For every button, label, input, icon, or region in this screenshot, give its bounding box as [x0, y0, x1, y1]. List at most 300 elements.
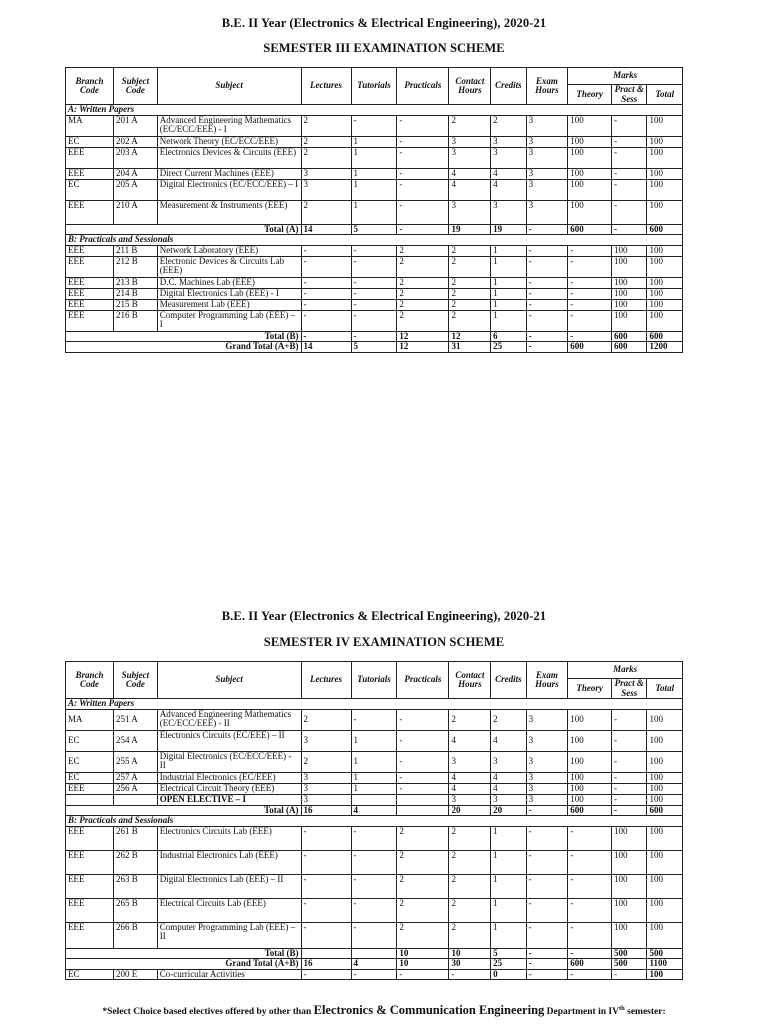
exam-cell: 3	[526, 783, 568, 794]
branch-code-cell: EEE	[66, 245, 114, 256]
branch-code-cell: EC	[66, 136, 114, 147]
lec-cell: -	[301, 277, 351, 288]
subject-cell: OPEN ELECTIVE – I	[157, 794, 301, 805]
contact-cell: 3	[449, 751, 491, 772]
section-total-label: Total (B)	[66, 948, 302, 959]
total-tut-cell	[351, 948, 397, 959]
theory-cell: 100	[568, 751, 612, 772]
marks-header: Marks	[568, 662, 683, 679]
subject-code-cell: 204 A	[113, 168, 157, 179]
subject-code-cell: 251 A	[113, 709, 157, 730]
subject-cell: Computer Programming Lab (EEE) – I	[157, 310, 301, 331]
branch-code-cell: EEE	[66, 826, 114, 850]
prac-cell: -	[397, 179, 449, 200]
pract-cell: 100	[612, 922, 647, 948]
grand-credits-cell: 25	[491, 342, 526, 353]
subject-code-cell: 213 B	[113, 277, 157, 288]
tut-cell: 1	[351, 179, 397, 200]
section-total-row	[66, 948, 683, 959]
total-theory-cell: -	[568, 331, 612, 342]
total-contact-cell: 19	[449, 224, 491, 235]
credits-cell: 1	[491, 922, 526, 948]
lec-cell: -	[301, 826, 351, 850]
exam-cell: 3	[526, 136, 568, 147]
lec-cell: -	[301, 874, 351, 898]
exam-cell: 3	[526, 709, 568, 730]
contact-cell: 4	[449, 168, 491, 179]
table-row	[66, 115, 683, 136]
total-prac-cell	[397, 805, 449, 816]
lectures-header: Lectures	[301, 662, 351, 699]
credits-cell: 0	[491, 969, 526, 980]
total-tut-cell: 5	[351, 224, 397, 235]
prac-cell: 2	[397, 898, 449, 922]
subject-cell: Advanced Engineering Mathematics (EC/ECC/EEE) - I	[157, 115, 301, 136]
subject-cell: D.C. Machines Lab (EEE)	[157, 277, 301, 288]
subject-code-cell: 263 B	[113, 874, 157, 898]
credits-cell: 1	[491, 898, 526, 922]
section-label: B: Practicals and Sessionals	[66, 235, 683, 246]
credits-cell: 1	[491, 826, 526, 850]
branch-code-cell: EC	[66, 751, 114, 772]
subject-cell: Industrial Electronics Lab (EEE)	[157, 850, 301, 874]
total-cell: 100	[647, 147, 683, 168]
contact-cell: 2	[449, 922, 491, 948]
pract-cell: 100	[612, 245, 647, 256]
tut-cell: -	[351, 245, 397, 256]
total-cell: 100	[647, 969, 683, 980]
credits-cell: 1	[491, 299, 526, 310]
pract-cell: -	[612, 136, 647, 147]
credits-cell: 1	[491, 288, 526, 299]
lec-cell: -	[301, 256, 351, 277]
subject-code-cell: 212 B	[113, 256, 157, 277]
total-total-cell: 600	[647, 331, 683, 342]
tut-cell: -	[351, 898, 397, 922]
branch-code-cell: MA	[66, 709, 114, 730]
prac-cell: 2	[397, 299, 449, 310]
section-row	[66, 105, 683, 116]
section-total-label: Total (A)	[66, 805, 302, 816]
branch-code-header: Branch Code	[66, 662, 114, 699]
branch-code-cell: EEE	[66, 898, 114, 922]
tut-cell: 1	[351, 730, 397, 751]
pract-cell: 100	[612, 256, 647, 277]
total-credits-cell: 6	[491, 331, 526, 342]
contact-cell: 2	[449, 874, 491, 898]
subject-code-header: Subject Code	[113, 662, 157, 699]
pract-cell: 100	[612, 288, 647, 299]
total-prac-cell: 12	[397, 331, 449, 342]
pract-cell: -	[612, 200, 647, 224]
exam-cell: -	[526, 277, 568, 288]
table-row	[66, 200, 683, 224]
subject-code-cell: 216 B	[113, 310, 157, 331]
tut-cell: 1	[351, 136, 397, 147]
footnote-department: Electronics & Communication Engineering	[313, 1003, 545, 1017]
subject-code-cell: 265 B	[113, 898, 157, 922]
tut-cell: -	[351, 299, 397, 310]
lec-cell: 2	[301, 709, 351, 730]
exam-cell: -	[526, 922, 568, 948]
credits-cell: 3	[491, 200, 526, 224]
credits-cell: 4	[491, 783, 526, 794]
elective-footnote	[0, 1003, 768, 1018]
theory-cell: 100	[568, 783, 612, 794]
total-theory-cell: 600	[568, 224, 612, 235]
branch-code-cell: EEE	[66, 200, 114, 224]
grand-total-cell: 1100	[647, 959, 683, 970]
grand-contact-cell: 31	[449, 342, 491, 353]
subject-code-cell: 261 B	[113, 826, 157, 850]
branch-code-cell: EEE	[66, 783, 114, 794]
exam-hours-header: Exam Hours	[526, 68, 568, 105]
contact-cell: 2	[449, 850, 491, 874]
pract-cell: -	[612, 179, 647, 200]
grand-tut-cell: 5	[351, 342, 397, 353]
pract-cell: 100	[612, 898, 647, 922]
subject-code-cell: 257 A	[113, 772, 157, 783]
subject-cell: Computer Programming Lab (EEE) – II	[157, 922, 301, 948]
lec-cell: 3	[301, 168, 351, 179]
contact-cell: -	[449, 969, 491, 980]
branch-code-cell: EEE	[66, 299, 114, 310]
table-row	[66, 783, 683, 794]
theory-cell: -	[568, 922, 612, 948]
branch-code-cell: EEE	[66, 922, 114, 948]
total-cell: 100	[647, 730, 683, 751]
header-row	[66, 662, 683, 679]
table-row	[66, 310, 683, 331]
branch-code-cell: EEE	[66, 147, 114, 168]
exam-cell: 3	[526, 730, 568, 751]
lec-cell: -	[301, 969, 351, 980]
subject-code-cell: 210 A	[113, 200, 157, 224]
credits-cell: 1	[491, 277, 526, 288]
subject-code-cell: 256 A	[113, 783, 157, 794]
total-cell: 100	[647, 751, 683, 772]
contact-cell: 3	[449, 136, 491, 147]
table-row	[66, 179, 683, 200]
contact-cell: 2	[449, 256, 491, 277]
branch-code-cell: EEE	[66, 850, 114, 874]
lec-cell: 2	[301, 115, 351, 136]
lec-cell: -	[301, 288, 351, 299]
table-row	[66, 898, 683, 922]
contact-hours-header: Contact Hours	[449, 68, 491, 105]
table-row	[66, 730, 683, 751]
footnote-sup: th	[618, 1004, 625, 1012]
prac-cell: 2	[397, 922, 449, 948]
table-row	[66, 794, 683, 805]
theory-header: Theory	[568, 679, 612, 699]
tut-cell: -	[351, 874, 397, 898]
subject-code-cell	[113, 794, 157, 805]
tut-cell: 1	[351, 200, 397, 224]
total-tut-cell: -	[351, 331, 397, 342]
pract-cell: 100	[612, 826, 647, 850]
theory-cell: -	[568, 874, 612, 898]
subject-cell: Network Laboratory (EEE)	[157, 245, 301, 256]
prac-cell: 2	[397, 310, 449, 331]
tut-cell: 1	[351, 783, 397, 794]
contact-cell: 2	[449, 709, 491, 730]
credits-cell: 1	[491, 310, 526, 331]
exam-cell: -	[526, 256, 568, 277]
lec-cell: 2	[301, 147, 351, 168]
subject-cell: Measurement Lab (EEE)	[157, 299, 301, 310]
grand-lec-cell: 16	[301, 959, 351, 970]
credits-cell: 4	[491, 730, 526, 751]
lec-cell: 3	[301, 783, 351, 794]
branch-code-header: Branch Code	[66, 68, 114, 105]
total-pract-cell: 600	[612, 331, 647, 342]
lec-cell: 3	[301, 794, 351, 805]
lec-cell: -	[301, 245, 351, 256]
prac-cell: -	[397, 730, 449, 751]
tut-cell: -	[351, 826, 397, 850]
subject-cell: Digital Electronics (EC/ECC/EEE) - II	[157, 751, 301, 772]
tut-cell: -	[351, 288, 397, 299]
total-cell: 100	[647, 245, 683, 256]
section-row	[66, 699, 683, 710]
subject-code-cell: 205 A	[113, 179, 157, 200]
prac-cell: -	[397, 783, 449, 794]
lec-cell: -	[301, 850, 351, 874]
grand-prac-cell: 10	[397, 959, 449, 970]
contact-cell: 3	[449, 794, 491, 805]
theory-cell: 100	[568, 115, 612, 136]
tut-cell: -	[351, 709, 397, 730]
table-row	[66, 147, 683, 168]
total-credits-cell: 20	[491, 805, 526, 816]
contact-cell: 2	[449, 898, 491, 922]
pract-cell: -	[612, 969, 647, 980]
grand-total-row	[66, 342, 683, 353]
exam-cell: 3	[526, 168, 568, 179]
theory-cell: -	[568, 826, 612, 850]
branch-code-cell: EEE	[66, 277, 114, 288]
tutorials-header: Tutorials	[351, 662, 397, 699]
footnote-prefix: *Select Choice based electives offered by other than	[102, 1007, 312, 1017]
header-row	[66, 68, 683, 85]
contact-cell: 4	[449, 772, 491, 783]
prac-cell: -	[397, 709, 449, 730]
branch-code-cell: EC	[66, 969, 114, 980]
exam-cell: -	[526, 850, 568, 874]
branch-code-cell: EEE	[66, 874, 114, 898]
branch-code-cell: EC	[66, 730, 114, 751]
grand-theory-cell: 600	[568, 959, 612, 970]
pract-cell: 100	[612, 299, 647, 310]
subject-cell: Electronics Circuits (EC/EEE) – II	[157, 730, 301, 751]
tut-cell: 1	[351, 772, 397, 783]
prac-cell	[397, 794, 449, 805]
subject-cell: Electrical Circuit Theory (EEE)	[157, 783, 301, 794]
branch-code-cell: MA	[66, 115, 114, 136]
total-cell: 100	[647, 136, 683, 147]
subject-header: Subject	[157, 662, 301, 699]
prac-cell: 2	[397, 850, 449, 874]
branch-code-cell	[66, 794, 114, 805]
pract-cell: 100	[612, 310, 647, 331]
pract-cell: -	[612, 147, 647, 168]
practicals-header: Practicals	[397, 662, 449, 699]
subject-code-cell: 266 B	[113, 922, 157, 948]
sem4-title: B.E. II Year (Electronics & Electrical Engineering), 2020-21	[221, 609, 547, 623]
subject-cell: Electronics Circuits Lab (EEE)	[157, 826, 301, 850]
total-total-cell: 600	[647, 224, 683, 235]
exam-cell: -	[526, 826, 568, 850]
prac-cell: 2	[397, 826, 449, 850]
pract-cell: -	[612, 168, 647, 179]
section-label: B: Practicals and Sessionals	[66, 816, 683, 827]
credits-cell: 1	[491, 850, 526, 874]
table-row	[66, 277, 683, 288]
pract-cell: 100	[612, 850, 647, 874]
pract-cell: -	[612, 751, 647, 772]
subject-cell: Electronics Devices & Circuits (EEE)	[157, 147, 301, 168]
table-row	[66, 751, 683, 772]
table-row	[66, 709, 683, 730]
total-cell: 100	[647, 115, 683, 136]
table-row	[66, 874, 683, 898]
section-row	[66, 816, 683, 827]
section-label: A: Written Papers	[66, 105, 683, 116]
theory-cell: -	[568, 288, 612, 299]
lec-cell: 3	[301, 772, 351, 783]
total-cell: 100	[647, 168, 683, 179]
pract-cell: 100	[612, 277, 647, 288]
exam-cell: -	[526, 245, 568, 256]
pract-cell: -	[612, 794, 647, 805]
lec-cell: 2	[301, 200, 351, 224]
contact-hours-header: Contact Hours	[449, 662, 491, 699]
contact-cell: 2	[449, 245, 491, 256]
total-credits-cell: 5	[491, 948, 526, 959]
lec-cell: 3	[301, 730, 351, 751]
footnote-middle: Department in IV	[546, 1007, 619, 1017]
theory-cell: 100	[568, 136, 612, 147]
pract-cell: -	[612, 772, 647, 783]
subject-code-cell: 202 A	[113, 136, 157, 147]
prac-cell: 2	[397, 874, 449, 898]
total-prac-cell: 10	[397, 948, 449, 959]
credits-cell: 4	[491, 179, 526, 200]
pract-sess-header: Pract & Sess	[612, 679, 647, 699]
credits-header: Credits	[491, 662, 526, 699]
tut-cell: 1	[351, 147, 397, 168]
exam-cell: -	[526, 299, 568, 310]
prac-cell: 2	[397, 245, 449, 256]
total-cell: 100	[647, 772, 683, 783]
table-row	[66, 288, 683, 299]
total-header: Total	[647, 85, 683, 105]
table-row	[66, 772, 683, 783]
section-total-label: Total (A)	[66, 224, 302, 235]
marks-header: Marks	[568, 68, 683, 85]
theory-cell: -	[568, 969, 612, 980]
theory-cell: 100	[568, 730, 612, 751]
branch-code-cell: EC	[66, 179, 114, 200]
total-cell: 100	[647, 288, 683, 299]
credits-cell: 1	[491, 256, 526, 277]
pract-cell: 100	[612, 874, 647, 898]
prac-cell: 2	[397, 256, 449, 277]
section-total-row	[66, 805, 683, 816]
prac-cell: -	[397, 136, 449, 147]
prac-cell: -	[397, 751, 449, 772]
total-cell: 100	[647, 256, 683, 277]
exam-cell: -	[526, 969, 568, 980]
credits-cell: 3	[491, 751, 526, 772]
subject-cell: Industrial Electronics (EC/EEE)	[157, 772, 301, 783]
tutorials-header: Tutorials	[351, 68, 397, 105]
subject-code-header: Subject Code	[113, 68, 157, 105]
total-cell: 100	[647, 850, 683, 874]
theory-header: Theory	[568, 85, 612, 105]
theory-cell: 100	[568, 200, 612, 224]
prac-cell: -	[397, 200, 449, 224]
subject-cell: Co-curricular Activities	[157, 969, 301, 980]
prac-cell: 2	[397, 277, 449, 288]
contact-cell: 2	[449, 299, 491, 310]
grand-tut-cell: 4	[351, 959, 397, 970]
lec-cell: 3	[301, 179, 351, 200]
credits-cell: 3	[491, 147, 526, 168]
grand-exam-cell: -	[526, 342, 568, 353]
total-cell: 100	[647, 310, 683, 331]
credits-cell: 1	[491, 874, 526, 898]
total-cell: 100	[647, 874, 683, 898]
theory-cell: -	[568, 299, 612, 310]
theory-cell: 100	[568, 168, 612, 179]
total-contact-cell: 10	[449, 948, 491, 959]
subject-cell: Network Theory (EC/ECC/EEE)	[157, 136, 301, 147]
total-exam-cell: -	[526, 331, 568, 342]
subject-code-cell: 262 B	[113, 850, 157, 874]
contact-cell: 4	[449, 783, 491, 794]
prac-cell: -	[397, 147, 449, 168]
subject-cell: Digital Electronics Lab (EEE) – II	[157, 874, 301, 898]
exam-cell: 3	[526, 751, 568, 772]
total-theory-cell: -	[568, 948, 612, 959]
pract-sess-header: Pract & Sess	[612, 85, 647, 105]
pract-cell: -	[612, 115, 647, 136]
tut-cell: 1	[351, 751, 397, 772]
total-pract-cell: 500	[612, 948, 647, 959]
credits-cell: 2	[491, 709, 526, 730]
sem3-scheme-table	[65, 67, 683, 353]
tut-cell: -	[351, 256, 397, 277]
branch-code-cell: EEE	[66, 256, 114, 277]
total-cell: 100	[647, 783, 683, 794]
grand-contact-cell: 30	[449, 959, 491, 970]
total-cell: 100	[647, 709, 683, 730]
exam-cell: -	[526, 874, 568, 898]
section-label: A: Written Papers	[66, 699, 683, 710]
theory-cell: -	[568, 277, 612, 288]
total-tut-cell: 4	[351, 805, 397, 816]
branch-code-cell: EC	[66, 772, 114, 783]
total-exam-cell: -	[526, 224, 568, 235]
credits-cell: 4	[491, 168, 526, 179]
sem4-scheme-table	[65, 661, 683, 980]
table-row	[66, 922, 683, 948]
table-row	[66, 850, 683, 874]
exam-cell: 3	[526, 772, 568, 783]
branch-code-cell: EEE	[66, 288, 114, 299]
